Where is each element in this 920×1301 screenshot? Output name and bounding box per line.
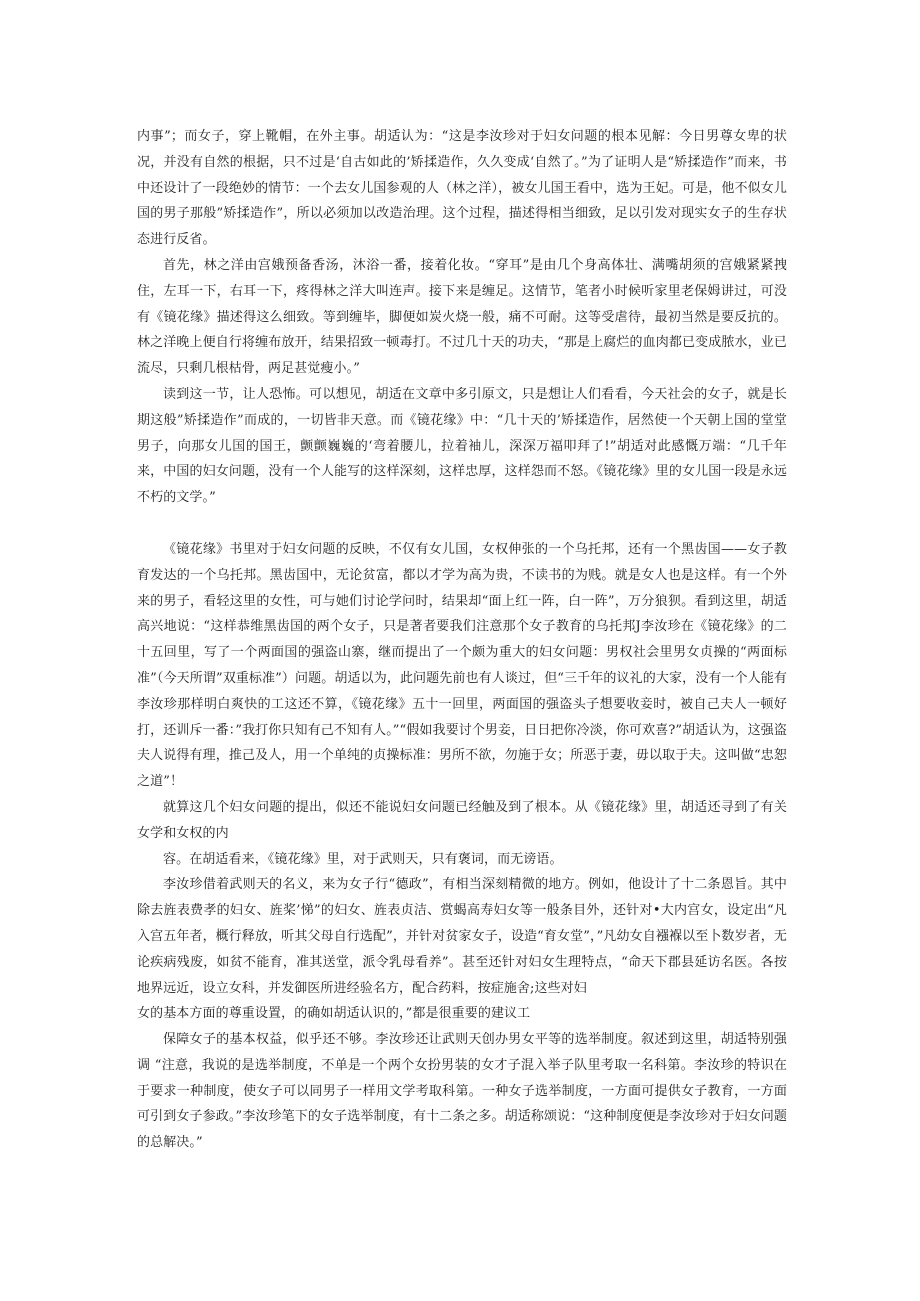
paragraph-2: 首先，林之洋由宫娥预备香汤，沐浴一番，接着化妆。“穿耳”是由几个身高体壮、满嘴胡须的宫娥紧紧拽住，左耳一下，右耳一下，疼得林之洋大叫连声。接下来是缠足。这情节，笔者小时候听家里老保姆讲过，可没有《镜花缘》描述得这么细致。等到缠毕，脚便如炭火烧一般，痛不可耐。这等受虐待，最初当然是要反抗的。林之洋晚上便自行将缠布放开，结果招致一顿毒打。不过几十天的功夫，“那是上腐烂的血肉都已变成脓水，业已流尽，只剩几根枯骨，两足甚觉瘦小。” [137, 257, 787, 377]
paragraph-3: 读到这一节，让人恐怖。可以想见，胡适在文章中多引原文，只是想让人们看看，今天社会的女子，就是长期这般”矫揉造作”而成的，一切皆非天意。而《镜花缘》中：“几十天的’矫揉造作，居然使一个天朝上国的堂堂男子，向那女儿国的国王，颤颤巍巍的‘弯着腰儿，拉着袖儿，深深万福叩拜了!”胡适对此感慨万端：“几千年来，中国的妇女问题，没有一个人能写的这样深刻，这样忠厚，这样怨而不怒。《镜花缘》里的女儿国一段是永远不朽的文学。” [137, 386, 787, 506]
section-gap [137, 511, 787, 537]
paragraph-5: 就算这几个妇女问题的提出，似还不能说妇女问题已经触及到了根本。从《镜花缘》里，胡适还寻到了有关女学和女权的内 [137, 799, 787, 841]
paragraph-4: 《镜花缘》书里对于妇女问题的反映，不仅有女儿国，女权伸张的一个乌托邦，还有一个黑齿国——女子教育发达的一个乌托邦。黑齿国中，无论贫富，都以才学为高为贵，不读书的为贱。就是女人也是这样。有一个外来的男子，看轻这里的女性，可与她们讨论学问时，结果却“面上红一阵，白一阵”，万分狼狈。看到这里，胡适高兴地说：“这样恭维黑齿国的两个女子，只是著者要我们注意那个女子教育的乌托邦J李汝珍在《镜花缘》的二十五回里，写了一个两面国的强盗山寨，继而提出了一个颇为重大的妇女问题：男权社会里男女贞操的“两面标准”（今天所谓”双重标准”）问题。胡适以为，此问题先前也有人谈过，但“三千年的议礼的大家，没有一个人能有李汝珍那样明白爽快的工这还不算，《镜花缘》五十一回里，两面国的强盗头子想要收妾时，被自己夫人一顿好打，还训斥一番：”我打你只知有己不知有人。”“假如我要讨个男妾，日日把你冷淡，你可欢喜?”胡适认为，这强盗夫人说得有理，推己及人，用一个单纯的贞操标准：男所不欲，勿施于女；所恶于妻，毋以取于夫。这叫做“忠恕之道”！ [137, 541, 787, 790]
paragraph-1: 内事”；而女子，穿上靴帽，在外主事。胡适认为：“这是李汝珍对于妇女问题的根本见解：今日男尊女卑的状况，并没有自然的根据，只不过是‘自古如此的’矫揉造作，久久变成‘自然了。”为了证明人是“矫揉造作”而来，书中还设计了一段绝妙的情节：一个去女儿国参观的人（林之洋），被女儿国王看中，选为王妃。可是，他不似女儿国的男子那般”矫揉造作”，所以必须加以改造治理。这个过程，描述得相当细致，足以引发对现实女子的生存状态进行反省。 [137, 129, 787, 248]
paragraph-8: 女的基本方面的尊重设置，的确如胡适认识的，”都是很重要的建议工 [137, 1006, 531, 1022]
paragraph-7: 李汝珍借着武则天的名义，来为女子行“德政”，有相当深刻精微的地方。例如，他设计了十二条恩旨。其中除去旌表费孝的妇女、旌桨’悌”的妇女、旌表贞洁、赏蝎高寿妇女等一般条目外，还针对•大内宫女，设定出“凡入宫五年者，概行释放，听其父母自行选配”，并针对贫家女子，设造“育女堂”，”凡幼女自襁褓以至卜数岁者，无论疾病残废，如贫不能育，准其送堂，派令乳母看养”。甚至还针对妇女生理特点，“命天下郡县延访名医。各按地界远近，设立女科，并发御医所进经验名方，配合药料，按症施舍;这些对妇 [137, 877, 787, 996]
paragraph-6: 容。在胡适看来，《镜花缘》里，对于武则天，只有褒词，而无谤语。 [163, 851, 563, 867]
article-body [137, 124, 787, 1156]
paragraph-9: 保障女子的基本权益，似乎还不够。李汝珍还让武则天创办男女平等的选举制度。叙述到这里，胡适特别强调 “注意，我说的是选举制度，不单是一个两个女扮男装的女才子混入举子队里考取一名科第。李汝珍的特识在于要求一种制度，使女子可以同男子一样用文学考取科第。一种女子选举制度，一方面可提供女子教育，一方面可引到女子参政。”李汝珍笔下的女子选举制度，有十二条之多。胡适称颂说：“这种制度便是李汝珍对于妇女问题的总解决。” [137, 1032, 787, 1151]
